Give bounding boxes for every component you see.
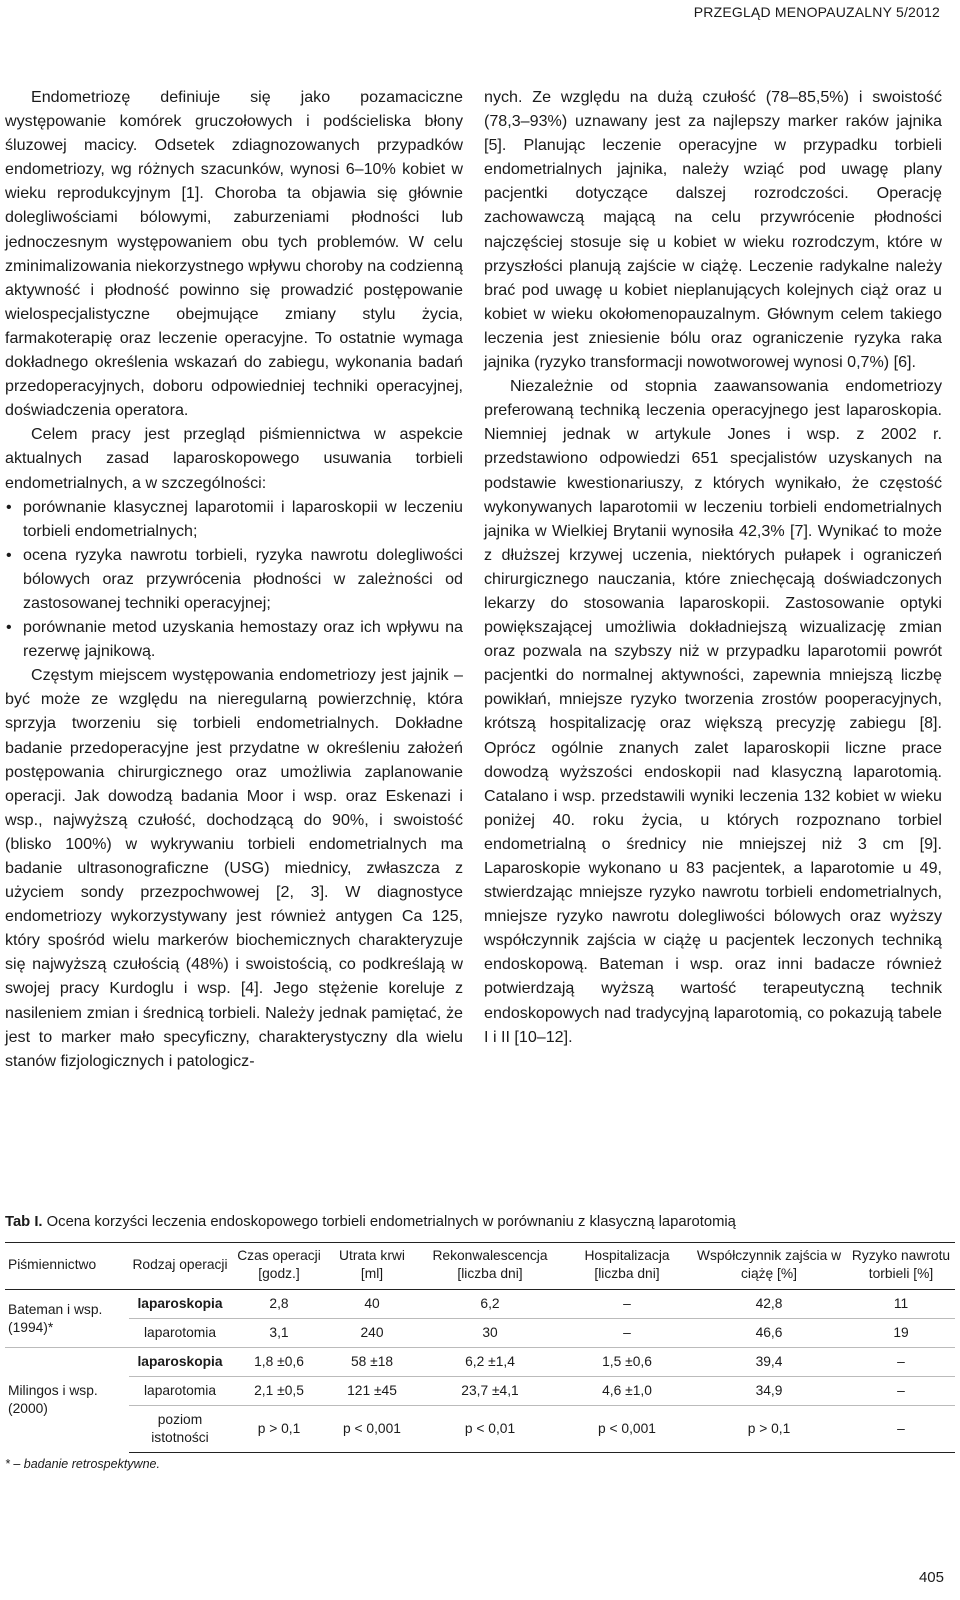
- column-header: Rodzaj operacji: [129, 1243, 231, 1290]
- table-cell: 2,8: [269, 1296, 289, 1311]
- table-cell: 11: [893, 1296, 909, 1311]
- table-cell: 58 ±18: [327, 1348, 417, 1377]
- table-header-row: [5, 1243, 955, 1290]
- paragraph: Częstym miejscem występowania endometriozy jest jajnik – być może ze względu na nieregularną powierzchnię, która sprzyja tworzeniu się torbieli endometrialnych. Dokładne badanie przedoperacyjne jest przydatne w określeniu założeń postępowania chirurgicznego oraz umożliwia zaplanowanie operacji. Jak dowodzą badania Moor i wsp. oraz Eskenazi i wsp., najwyższą czułość, dochodzącą do 90%, i swoistość (blisko 100%) w wykrywaniu torbieli endometrialnych ma badanie ultrasonograficzne (USG) miednicy, zwłaszcza z użyciem sondy przezpochwowej [2, 3]. W diagnostyce endometriozy wykorzystywany jest również antygen Ca 125, który spośród wielu markerów biochemicznych charakteryzuje się najwyższą czułością (48%) i swoistością, co podkreślają w swojej pracy Kurdoglu i wsp. [4]. Jego stężenie koreluje z nasileniem zmian i średnicą torbieli. Należy jednak pamiętać, że jest to marker mało specyficzny, charakterystyczny dla wielu stanów fizjologicznych i patologicz-: [5, 666, 463, 1070]
- table-cell: 40: [364, 1296, 380, 1311]
- table-cell: 6,2: [480, 1296, 500, 1311]
- table-cell: –: [563, 1319, 691, 1348]
- column-header: Rekonwalescencja [liczba dni]: [417, 1243, 563, 1290]
- table-row: [5, 1348, 955, 1377]
- page-number: 405: [918, 1569, 944, 1586]
- table-cell: p > 0,1: [231, 1406, 327, 1453]
- table-cell: –: [847, 1406, 955, 1453]
- table-cell: laparotomia: [129, 1377, 231, 1406]
- table-footnote: * – badanie retrospektywne.: [5, 1457, 160, 1471]
- table-row: [5, 1290, 955, 1319]
- table-cell: 34,9: [691, 1377, 847, 1406]
- table-cell: 39,4: [691, 1348, 847, 1377]
- table-cell: 42,8: [755, 1296, 783, 1311]
- table-cell: 1,8 ±0,6: [231, 1348, 327, 1377]
- column-header: Czas operacji [godz.]: [231, 1243, 327, 1290]
- table-cell: p < 0,01: [417, 1406, 563, 1453]
- table-cell: 3,1: [231, 1319, 327, 1348]
- table-cell: 6,2 ±1,4: [417, 1348, 563, 1377]
- table-cell: 1,5 ±0,6: [563, 1348, 691, 1377]
- table-cell: –: [847, 1348, 955, 1377]
- comparison-table: [5, 1242, 955, 1453]
- table-cell: p < 0,001: [327, 1406, 417, 1453]
- source-cell: Milingos i wsp. (2000): [5, 1348, 129, 1453]
- table-cell: –: [623, 1296, 631, 1311]
- table-row: [5, 1406, 955, 1453]
- paragraph: Celem pracy jest przegląd piśmiennictwa w aspekcie aktualnych zasad laparoskopowego usuwania torbieli endometrialnych, a w szczególności:: [5, 425, 463, 492]
- table-caption: [5, 1212, 955, 1232]
- table-cell: 240: [327, 1319, 417, 1348]
- table-cell: 121 ±45: [327, 1377, 417, 1406]
- right-column: [484, 85, 942, 1049]
- table-cell: 2,1 ±0,5: [231, 1377, 327, 1406]
- column-header: Ryzyko nawrotu torbieli [%]: [847, 1243, 955, 1290]
- table-1: [5, 1212, 955, 1471]
- left-column: [5, 85, 463, 1073]
- column-header: Piśmiennictwo: [5, 1243, 129, 1290]
- table-cell: laparoskopia: [137, 1296, 223, 1311]
- column-header: Hospitalizacja [liczba dni]: [563, 1243, 691, 1290]
- table-cell: –: [847, 1377, 955, 1406]
- table-cell: 23,7 ±4,1: [417, 1377, 563, 1406]
- table-cell: 4,6 ±1,0: [563, 1377, 691, 1406]
- running-head: PRZEGLĄD MENOPAUZALNY 5/2012: [693, 4, 940, 20]
- aims-list: [5, 495, 463, 664]
- table-caption-label: Tab I.: [5, 1214, 43, 1230]
- list-item: • porównanie metod uzyskania hemostazy oraz ich wpływu na rezerwę jajnikową.: [5, 615, 463, 663]
- source-cell: Bateman i wsp. (1994)*: [8, 1301, 103, 1335]
- table-cell: 46,6: [691, 1319, 847, 1348]
- table-cell: poziom istotności: [129, 1406, 231, 1453]
- table-row: [5, 1377, 955, 1406]
- paragraph: Endometriozę definiuje się jako pozamaciczne występowanie komórek gruczołowych i podścieliska błony śluzowej macicy. Odsetek zdiagnozowanych przypadków endometriozy, wg różnych szacunków, wynosi 6–10% kobiet w wieku reprodukcyjnym [1]. Choroba ta objawia się głównie dolegliwościami bólowymi, zaburzeniami płodności lub jednoczesnym występowaniem obu tych problemów. W celu zminimalizowania niekorzystnego wpływu choroby na codzienną aktywność i płodność powinno się prowadzić postępowanie wielospecjalistyczne obejmujące zmiany stylu życia, farmakoterapię oraz leczenie operacyjne. To ostatnie wymaga dokładnego określenia wskazań do zabiegu, wykonania badań przedoperacyjnych, doboru odpowiedniej techniki operacyjnej, doświadczenia operatora.: [5, 88, 464, 420]
- table-caption-text: Ocena korzyści leczenia endoskopowego torbieli endometrialnych w porównaniu z klasyczną laparotomią: [46, 1214, 736, 1230]
- paragraph: nych. Ze względu na dużą czułość (78–85,5%) i swoistość (78,3–93%) uznawany jest za najlepszy marker raków jajnika [5]. Planując leczenie operacyjne w przypadku torbieli endometrialnych jajnika, należy wziąć pod uwagę plany pacjentki dotyczące dalszej rozrodczości. Operację zachowawczą mającą na celu przywrócenie płodności najczęściej stosuje się u kobiet w wieku rozrodczym, które w przyszłości planują zajście w ciążę. Leczenie radykalne należy brać pod uwagę u kobiet nieplanujących kolejnych ciąż oraz u kobiet w wieku okołomenopauzalnym. Głównym celem takiego leczenia jest zniesienie bólu oraz ograniczenie ryzyka raka jajnika (ryzyko transformacji nowotworowej wynosi 0,7%) [6].: [484, 88, 942, 372]
- column-header: Utrata krwi [ml]: [327, 1243, 417, 1290]
- table-cell: p < 0,001: [563, 1406, 691, 1453]
- table-cell: 19: [847, 1319, 955, 1348]
- table-cell: p > 0,1: [691, 1406, 847, 1453]
- paragraph: Niezależnie od stopnia zaawansowania endometriozy preferowaną techniką leczenia operacyjnego jest laparoskopia. Niemniej jednak w artykule Jones i wsp. z 2002 r. przedstawiono odpowiedzi 651 specjalistów uzyskanych na podstawie kwestionariuszy, z których wynikało, że częstość wykonywanych laparotomii w leczeniu torbieli endometrialnych jajnika w Wielkiej Brytanii wynosiła 42,3% [7]. Wynikać to może z dłuższej krzywej uczenia, niektórych pułapek i ograniczeń chirurgicznego nauczania, które zniechęcają doświadczonych lekarzy do stosowania laparoskopii. Zastosowanie optyki powiększającej umożliwia dokładniejszą wizualizację zmian oraz pozwala na szybszy niż w przypadku laparotomii powrót pacjentki do normalnej aktywności, zapewnia mniejszą liczbę powikłań, mniejsze ryzyko tworzenia zrostów pooperacyjnych, krótszą hospitalizację oraz większą precyzję zabiegu [8]. Oprócz ogólnie znanych zalet laparoskopii liczne prace dowodzą wyższości endoskopii nad klasyczną laparotomią. Catalano i wsp. przedstawili wyniki leczenia 132 kobiet w wieku poniżej 40. roku życia, u których rozpoznano torbiel endometrialną o średnicy nie mniejszej niż 3 cm [9]. Laparoskopie wykonano u 83 pacjentek, a laparotomie u 49, stwierdzając mniejsze ryzyko nawrotu torbieli endometrialnych, mniejsze ryzyko nawrotu dolegliwości bólowych oraz wyższy współczynnik zajścia w ciążę u pacjentek leczonych techniką endoskopową. Bateman i wsp. oraz inni badacze również potwierdzają wyższą wartość terapeutyczną technik endoskopowych nad tradycyjną laparotomią, co pokazują tabele I i II [10–12].: [484, 377, 942, 1046]
- list-item: • porównanie klasycznej laparotomii i laparoskopii w leczeniu torbieli endometrialnych;: [5, 495, 463, 543]
- table-cell: laparoskopia: [129, 1348, 231, 1377]
- table-cell: laparotomia: [129, 1319, 231, 1348]
- column-header: Współczynnik zajścia w ciążę [%]: [691, 1243, 847, 1290]
- table-cell: 30: [417, 1319, 563, 1348]
- list-item: • ocena ryzyka nawrotu torbieli, ryzyka nawrotu dolegliwości bólowych oraz przywrócenia płodności w zależności od zastosowanej techniki operacyjnej;: [5, 543, 463, 615]
- table-row: [5, 1319, 955, 1348]
